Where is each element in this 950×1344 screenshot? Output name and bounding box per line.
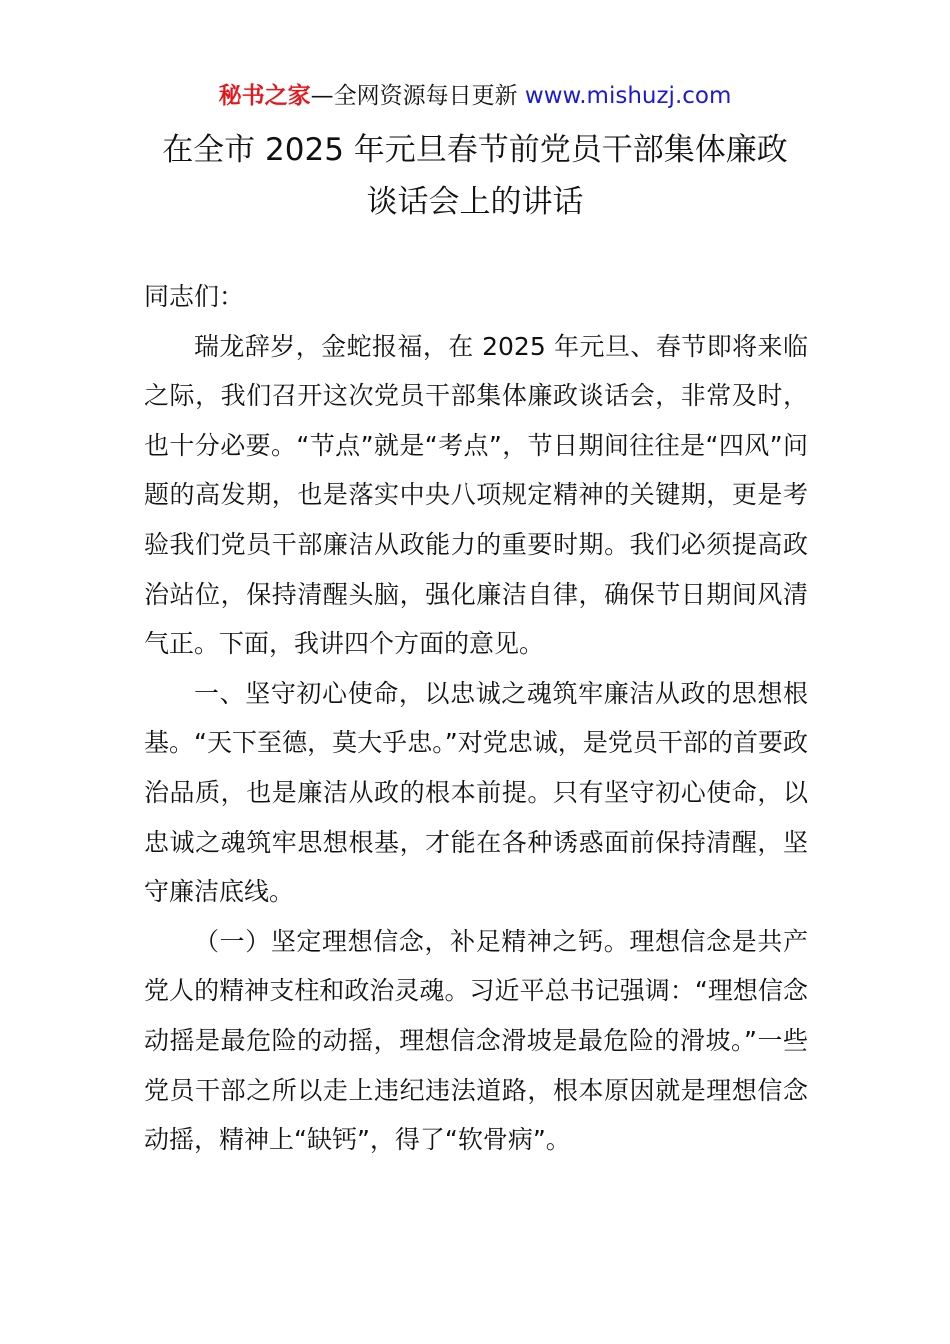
document-body <box>144 272 808 1165</box>
title-line-2: 谈话会上的讲话 <box>366 184 584 220</box>
site-brand: 秘书之家 <box>218 83 311 109</box>
site-url-link[interactable]: www.mishuzj.com <box>524 83 732 109</box>
salutation: 同志们： <box>144 282 245 311</box>
title-line-1: 在全市 2025 年元旦春节前党员干部集体廉政 <box>162 132 788 168</box>
site-header <box>0 80 950 112</box>
body-paragraph: （一）坚定理想信念，补足精神之钙。理想信念是共产党人的精神支柱和政治灵魂。习近平总书记强调：“理想信念动摇是最危险的动摇，理想信念滑坡是最危险的滑坡。”一些党员干部之所以走上违纪违法道路，根本原因就是理想信念动摇，精神上“缺钙”，得了“软骨病”。 <box>144 926 808 1155</box>
document-title <box>100 124 850 228</box>
site-tagline: —全网资源每日更新 <box>310 83 525 109</box>
body-paragraph: 一、坚守初心使命，以忠诚之魂筑牢廉洁从政的思想根基。“天下至德，莫大乎忠。”对党忠诚，是党员干部的首要政治品质，也是廉洁从政的根本前提。只有坚守初心使命，以忠诚之魂筑牢思想根基，才能在各种诱惑面前保持清醒，坚守廉洁底线。 <box>144 678 808 907</box>
body-paragraph: 瑞龙辞岁，金蛇报福，在 2025 年元旦、春节即将来临之际，我们召开这次党员干部集体廉政谈话会，非常及时，也十分必要。“节点”就是“考点”，节日期间往往是“四风”问题的高发期，也是落实中央八项规定精神的关键期，更是考验我们党员干部廉洁从政能力的重要时期。我们必须提高政治站位，保持清醒头脑，强化廉洁自律，确保节日期间风清气正。下面，我讲四个方面的意见。 <box>144 331 808 659</box>
